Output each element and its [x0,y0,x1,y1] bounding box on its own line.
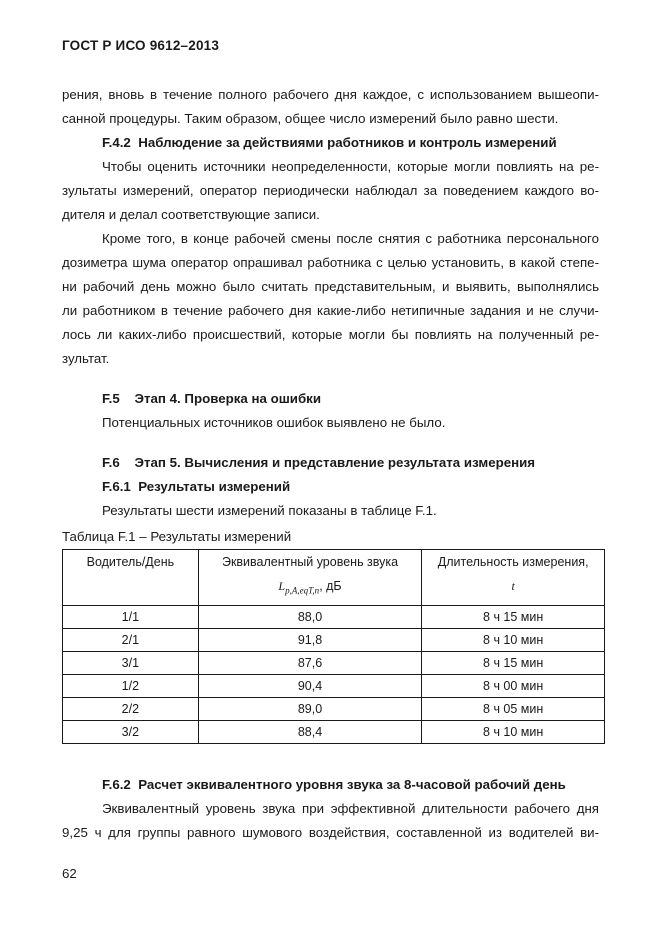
text-line: Потенциальных источников ошибок выявлено не было. [102,415,446,430]
table-header-row [63,550,605,606]
section-heading-f6 [102,455,599,471]
text-line: 9,25 ч для группы равного шумового воздействия, составленной из водителей ви- [62,825,599,840]
section-number: F.6.1 [102,479,131,494]
page-number: 62 [62,866,77,881]
cell-level: 87,6 [198,652,422,675]
text-line: зультаты измерений, оператор периодически наблюдал за поведением каждого во- [62,183,599,198]
document-header: ГОСТ Р ИСО 9612–2013 [62,38,220,53]
section-title: Результаты измерений [138,479,291,494]
section-number: F.6.2 [102,777,131,792]
cell-level: 88,0 [198,606,422,629]
table-row [63,652,605,675]
cell-level: 91,8 [198,629,422,652]
duration-symbol: t [511,579,515,593]
text-line: Результаты шести измерений показаны в таблице F.1. [102,503,437,518]
results-table [62,549,605,744]
table-row [63,721,605,744]
section-heading-f62 [102,777,599,793]
section-heading-f42 [102,135,599,151]
cell-level: 89,0 [198,698,422,721]
cell-driver: 2/2 [63,698,199,721]
cell-driver: 3/2 [63,721,199,744]
section-title: Этап 4. Проверка на ошибки [134,391,322,406]
text-line: Чтобы оценить источники неопределенности, которые могли повлиять на ре- [102,159,599,174]
section-title: Расчет эквивалентного уровня звука за 8-часовой рабочий день [138,777,566,792]
section-number: F.5 [102,391,120,406]
cell-duration: 8 ч 00 мин [422,675,605,698]
text-line: дителя и делал соответствующие записи. [62,207,320,222]
cell-level: 90,4 [198,675,422,698]
text-line: Эквивалентный уровень звука при эффективной длительности рабочего дня [102,801,599,816]
table-row [63,629,605,652]
table-row [63,606,605,629]
text-line: зультат. [62,351,110,366]
text-line: рения, вновь в течение полного рабочего дня каждое, с использованием вышеопи- [62,87,599,102]
level-symbol: $L_{p,A,eqT,n}$, дБ [278,579,342,596]
cell-duration: 8 ч 10 мин [422,721,605,744]
section-title: Наблюдение за действиями работников и контроль измерений [138,135,557,150]
cell-driver: 1/2 [63,675,199,698]
header-equivalent-level: Эквивалентный уровень звука $L_{p,A,eqT,n}$, дБ [198,550,422,606]
text-line: ли работником в течение рабочего дня какие-либо нетипичные задания и не случи- [62,303,599,318]
cell-duration: 8 ч 10 мин [422,629,605,652]
text-line: санной процедуры. Таким образом, общее число измерений было равно шести. [62,111,559,126]
table-row [63,698,605,721]
cell-duration: 8 ч 05 мин [422,698,605,721]
section-heading-f5 [102,391,599,407]
header-duration: Длительность измерения, t [422,550,605,606]
table-caption: Таблица F.1 – Результаты измерений [62,529,292,544]
table-row [63,675,605,698]
text-line: лось ли каких-либо происшествий, которые могли бы повлиять на полученный ре- [62,327,599,342]
header-driver-day: Водитель/День [63,550,199,606]
text-line: Кроме того, в конце рабочей смены после снятия с работника персонального [102,231,599,246]
cell-driver: 2/1 [63,629,199,652]
section-number: F.4.2 [102,135,131,150]
cell-driver: 1/1 [63,606,199,629]
cell-duration: 8 ч 15 мин [422,606,605,629]
section-heading-f61 [102,479,599,495]
cell-duration: 8 ч 15 мин [422,652,605,675]
section-number: F.6 [102,455,120,470]
section-title: Этап 5. Вычисления и представление результата измерения [134,455,536,470]
text-line: ни рабочий день можно было считать представительным, и выявить, выполнялись [62,279,599,294]
cell-level: 88,4 [198,721,422,744]
text-line: дозиметра шума оператор опрашивал работника с целью установить, в какой степе- [62,255,599,270]
cell-driver: 3/1 [63,652,199,675]
